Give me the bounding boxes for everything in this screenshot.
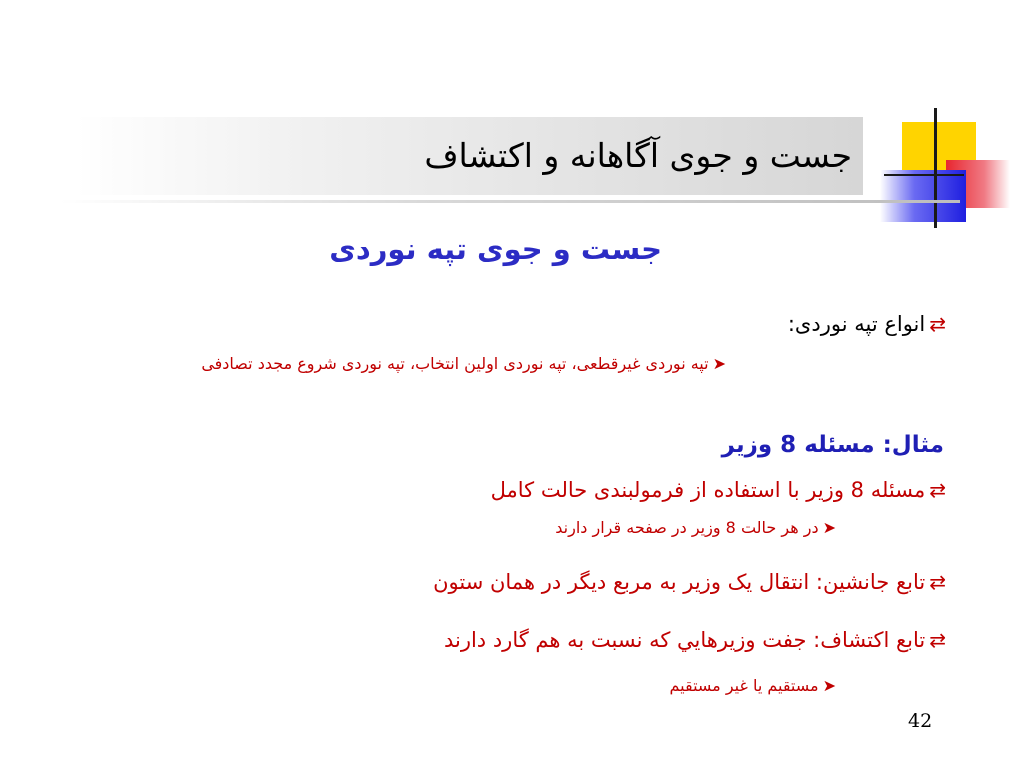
sub-bullet-direct-indirect <box>670 676 837 695</box>
sub-bullet-variants <box>201 354 726 373</box>
bullet-text: تابع جانشین: انتقال یک وزیر به مربع دیگر در همان ستون <box>433 570 926 594</box>
curled-arrow-icon: ⇄ <box>929 312 946 336</box>
sub-bullet-8-queens-on-board <box>555 518 836 537</box>
bullet-text: تابع اکتشاف: جفت وزیرهايي که نسبت به هم گارد دارند <box>443 628 926 652</box>
curled-arrow-icon: ⇄ <box>929 478 946 502</box>
decor-vertical-line <box>934 108 937 228</box>
example-heading-text: مثال: مسئله 8 وزیر <box>721 432 944 458</box>
decor-horizontal-line <box>884 174 964 176</box>
arrowhead-icon: ➤ <box>822 518 836 537</box>
bullet-text: مسئله 8 وزیر با استفاده از فرمولبندی حالت کامل <box>490 478 926 502</box>
example-heading <box>722 432 944 458</box>
bullet-successor-function <box>433 570 946 594</box>
bullet-8-queens-formulation <box>491 478 946 502</box>
bullet-heuristic-function <box>444 628 946 652</box>
title-underline <box>60 200 960 203</box>
slide-subtitle: جست و جوی تپه نوردی <box>329 232 662 266</box>
sub-bullet-text: در هر حالت 8 وزیر در صفحه قرار دارند <box>555 518 819 537</box>
bullet-hill-climbing-types <box>788 312 946 336</box>
arrowhead-icon: ➤ <box>712 354 726 373</box>
page-number: 42 <box>908 710 933 732</box>
curled-arrow-icon: ⇄ <box>929 628 946 652</box>
decor-blue-square <box>880 170 966 222</box>
curled-arrow-icon: ⇄ <box>929 570 946 594</box>
slide-title: جست و جوی آگاهانه و اکتشاف <box>424 136 852 175</box>
sub-bullet-text: تپه نوردی غیرقطعی، تپه نوردی اولین انتخاب، تپه نوردی شروع مجدد تصادفی <box>201 354 709 373</box>
bullet-text: انواع تپه نوردی: <box>787 312 926 336</box>
arrowhead-icon: ➤ <box>822 676 836 695</box>
sub-bullet-text: مستقیم یا غیر مستقیم <box>669 676 819 695</box>
